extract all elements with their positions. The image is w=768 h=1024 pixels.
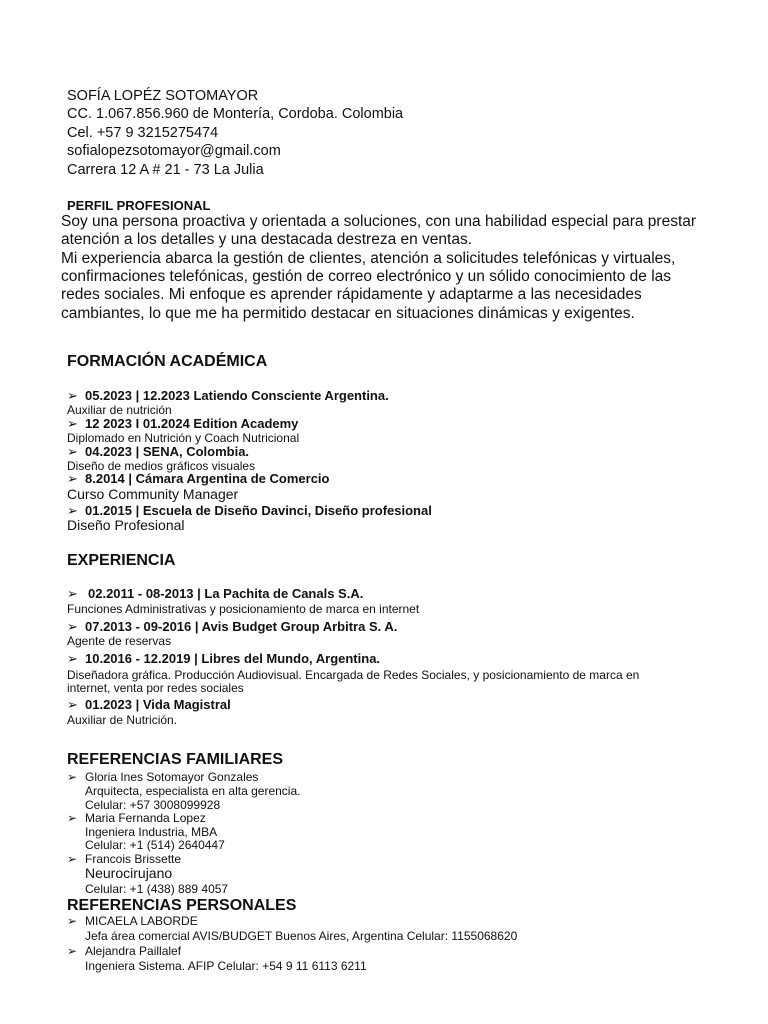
bullet-arrow-icon: ➢ — [67, 914, 78, 928]
family-ref-phone: Celular: +1 (438) 889 4057 — [85, 882, 229, 896]
education-item-detail: Diplomado en Nutrición y Coach Nutricional — [67, 431, 300, 445]
education-item-detail: Auxiliar de nutrición — [67, 403, 172, 417]
bullet-arrow-icon: ➢ — [67, 651, 78, 666]
profile-paragraph-1: Soy una persona proactiva y orientada a soluciones, con una habilidad especial para prestar atención a los detalles y una destacada destreza en ventas. — [61, 213, 697, 249]
family-ref-name: ➢ Francois Brissette — [67, 852, 182, 866]
bullet-arrow-icon: ➢ — [67, 471, 78, 486]
experience-item-heading: ➢ 10.2016 - 12.2019 | Libres del Mundo, Argentina. — [67, 651, 381, 666]
personal-ref-detail: Jefa área comercial AVIS/BUDGET Buenos Aires, Argentina Celular: 1155068620 — [85, 929, 518, 943]
personal-ref-name: ➢ Alejandra Paillalef — [67, 944, 182, 958]
experience-item-detail: Funciones Administrativas y posicionamiento de marca en internet — [67, 602, 420, 616]
education-item-heading: ➢ 05.2023 | 12.2023 Latiendo Consciente Argentina. — [67, 388, 389, 403]
family-ref-phone: Celular: +57 3008099928 — [85, 798, 221, 812]
family-ref-name: ➢ Gloria Ines Sotomayor Gonzales — [67, 770, 259, 784]
family-refs-title: REFERENCIAS FAMILIARES — [67, 751, 284, 768]
bullet-arrow-icon: ➢ — [67, 416, 78, 431]
bullet-arrow-icon: ➢ — [67, 388, 78, 403]
profile-title: PERFIL PROFESIONAL — [67, 198, 211, 213]
education-item-detail: Diseño Profesional — [67, 517, 185, 533]
bullet-arrow-icon: ➢ — [67, 811, 78, 825]
education-item-heading: ➢ 8.2014 | Cámara Argentina de Comercio — [67, 471, 330, 486]
bullet-arrow-icon: ➢ — [67, 770, 78, 784]
personal-refs-title: REFERENCIAS PERSONALES — [67, 897, 297, 914]
experience-title: EXPERIENCIA — [67, 552, 176, 569]
family-ref-role: Neurocirujano — [85, 865, 173, 881]
bullet-arrow-icon: ➢ — [67, 619, 78, 634]
personal-ref-detail: Ingeniera Sistema. AFIP Celular: +54 9 11 6113 6211 — [85, 959, 367, 973]
experience-item-detail: Auxiliar de Nutrición. — [67, 713, 178, 727]
family-ref-phone: Celular: +1 (514) 2640447 — [85, 838, 225, 852]
family-ref-name: ➢ Maria Fernanda Lopez — [67, 811, 206, 825]
education-item-detail: Curso Community Manager — [67, 486, 239, 502]
education-item-heading: ➢ 04.2023 | SENA, Colombia. — [67, 444, 250, 459]
family-ref-role: Ingeniera Industria, MBA — [85, 825, 218, 839]
id-line: CC. 1.067.856.960 de Montería, Cordoba. Colombia — [67, 106, 404, 122]
bullet-arrow-icon: ➢ — [67, 586, 78, 601]
bullet-arrow-icon: ➢ — [67, 697, 78, 712]
experience-item-heading: ➢ 07.2013 - 09-2016 | Avis Budget Group Arbitra S. A. — [67, 619, 398, 634]
personal-ref-name: ➢ MICAELA LABORDE — [67, 914, 198, 928]
candidate-name: SOFÍA LOPÉZ SOTOMAYOR — [67, 88, 259, 104]
bullet-arrow-icon: ➢ — [67, 444, 78, 459]
email-line: sofialopezsotomayor@gmail.com — [67, 143, 281, 159]
experience-item-detail: Diseñadora gráfica. Producción Audiovisual. Encargada de Redes Sociales, y posicionamiento de marca en — [67, 668, 640, 682]
education-item-heading: ➢ 12 2023 I 01.2024 Edition Academy — [67, 416, 299, 431]
profile-paragraph-2: Mi experiencia abarca la gestión de clientes, atención a solicitudes telefónicas y virtuales, confirmaciones telefónicas, gestión de correo electrónico y un sólido conocimiento de las redes sociales. Mi enfoque es aprender rápidamente y adaptarme a las necesidades cambiantes, lo que me ha permitido destacar en situaciones dinámicas y exigentes. — [61, 250, 676, 322]
education-item-heading: ➢ 01.2015 | Escuela de Diseño Davinci, Diseño profesional — [67, 503, 432, 518]
bullet-arrow-icon: ➢ — [67, 503, 78, 518]
address-line: Carrera 12 A # 21 - 73 La Julia — [67, 162, 264, 178]
family-ref-role: Arquitecta, especialista en alta gerencia. — [85, 784, 301, 798]
experience-item-heading: ➢ 01.2023 | Vida Magistral — [67, 697, 231, 712]
phone-line: Cel. +57 9 3215275474 — [67, 125, 219, 141]
experience-item-detail: Agente de reservas — [67, 634, 172, 648]
bullet-arrow-icon: ➢ — [67, 852, 78, 866]
experience-item-detail-cont: internet, venta por redes sociales — [67, 681, 244, 695]
education-item-detail: Diseño de medios gráficos visuales — [67, 459, 256, 473]
education-title: FORMACIÓN ACADÉMICA — [67, 353, 268, 370]
experience-item-heading: ➢ 02.2011 - 08-2013 | La Pachita de Canals S.A. — [67, 586, 364, 601]
bullet-arrow-icon: ➢ — [67, 944, 78, 958]
